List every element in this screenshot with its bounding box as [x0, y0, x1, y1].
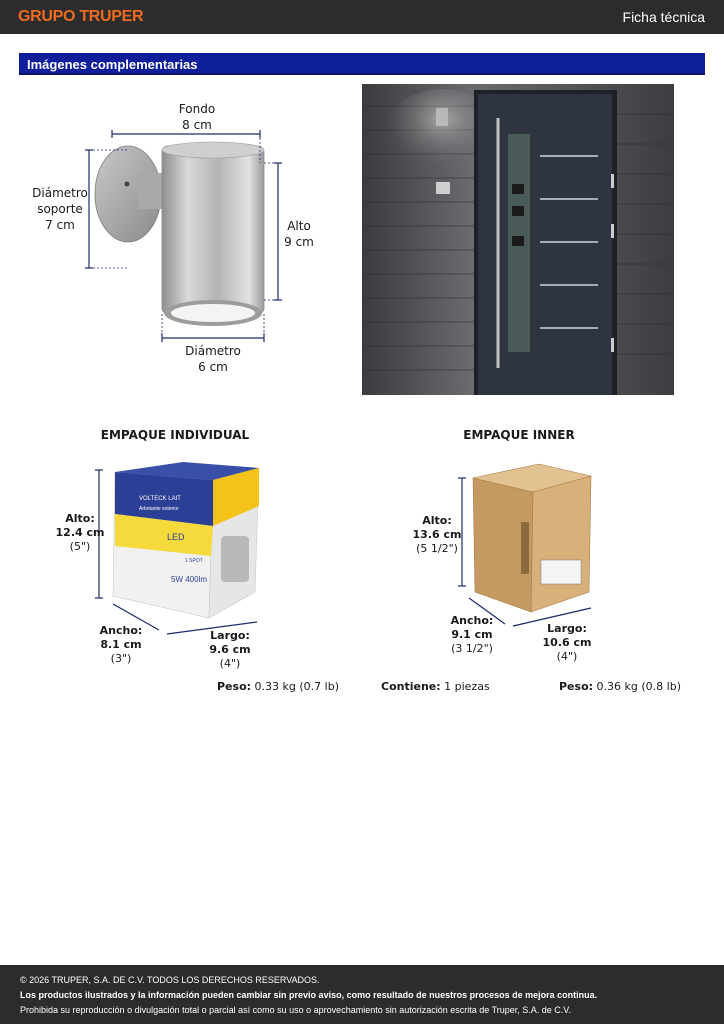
- inner-box-drawing: [455, 462, 600, 632]
- plate-screw: [125, 182, 130, 187]
- brand-logo: GRUPO TRUPER: [18, 8, 144, 25]
- box-power: 5W 400lm: [171, 575, 208, 584]
- box-product-image: [221, 536, 249, 582]
- inner-box-side: [531, 476, 591, 612]
- box-type: LED: [167, 532, 185, 542]
- light-lens: [171, 304, 255, 322]
- footer: [0, 965, 724, 1024]
- inner-length-label: Largo: 10.6 cm (4"): [542, 622, 592, 663]
- fixture-height-label: Alto 9 cm: [284, 219, 314, 249]
- section-title: Imágenes complementarias: [27, 57, 198, 72]
- fixture-support-label: Diámetro soporte 7 cm: [32, 186, 88, 232]
- document-type: Ficha técnica: [622, 9, 705, 25]
- individual-length-label: Largo: 9.6 cm (4"): [209, 629, 251, 670]
- wall-lamp: [436, 108, 448, 126]
- inner-contents: Contiene: 1 piezas: [381, 680, 490, 693]
- inner-box-label: [541, 560, 581, 584]
- top-bar: [0, 0, 724, 34]
- installed-door-photo: [362, 84, 674, 395]
- individual-weight: Peso: 0.33 kg (0.7 lb): [217, 680, 339, 693]
- cylinder-top: [162, 142, 264, 158]
- footer-notice: Los productos ilustrados y la información pueden cambiar sin previo aviso, como resultado de nuestros procesos de mejora continua.: [20, 990, 598, 1000]
- individual-height-label: Alto: 12.4 cm (5"): [55, 512, 105, 553]
- box-spot: 1 SPOT: [185, 558, 203, 564]
- box-brand: VOLTECK LAIT: [139, 496, 181, 502]
- wall-switch: [436, 182, 450, 194]
- individual-box-drawing: [95, 458, 265, 643]
- individual-package-title: EMPAQUE INDIVIDUAL: [100, 428, 250, 442]
- fixture-dimension-drawing: [80, 128, 290, 343]
- footer-prohibition: Prohibida su reproducción o divulgación total o parcial así como su uso o aprovechamiento sin autorización escrita de Truper, S.A. de C.V.: [20, 1005, 571, 1015]
- box-product-name: Arbotante exterior: [139, 506, 179, 512]
- fixture-diameter-label: Diámetro 6 cm: [185, 344, 241, 374]
- section-header: [19, 53, 705, 75]
- inner-package-title: EMPAQUE INNER: [463, 428, 575, 442]
- cylinder-body: [162, 146, 264, 314]
- individual-width-label: Ancho: 8.1 cm (3"): [99, 624, 143, 665]
- fixture-depth-label: Fondo 8 cm: [178, 102, 216, 132]
- inner-height-label: Alto: 13.6 cm (5 1/2"): [412, 514, 462, 555]
- inner-width-label: Ancho: 9.1 cm (3 1/2"): [450, 614, 494, 655]
- inner-weight: Peso: 0.36 kg (0.8 lb): [559, 680, 681, 693]
- footer-copyright: © 2026 TRUPER, S.A. DE C.V. TODOS LOS DERECHOS RESERVADOS.: [20, 975, 320, 985]
